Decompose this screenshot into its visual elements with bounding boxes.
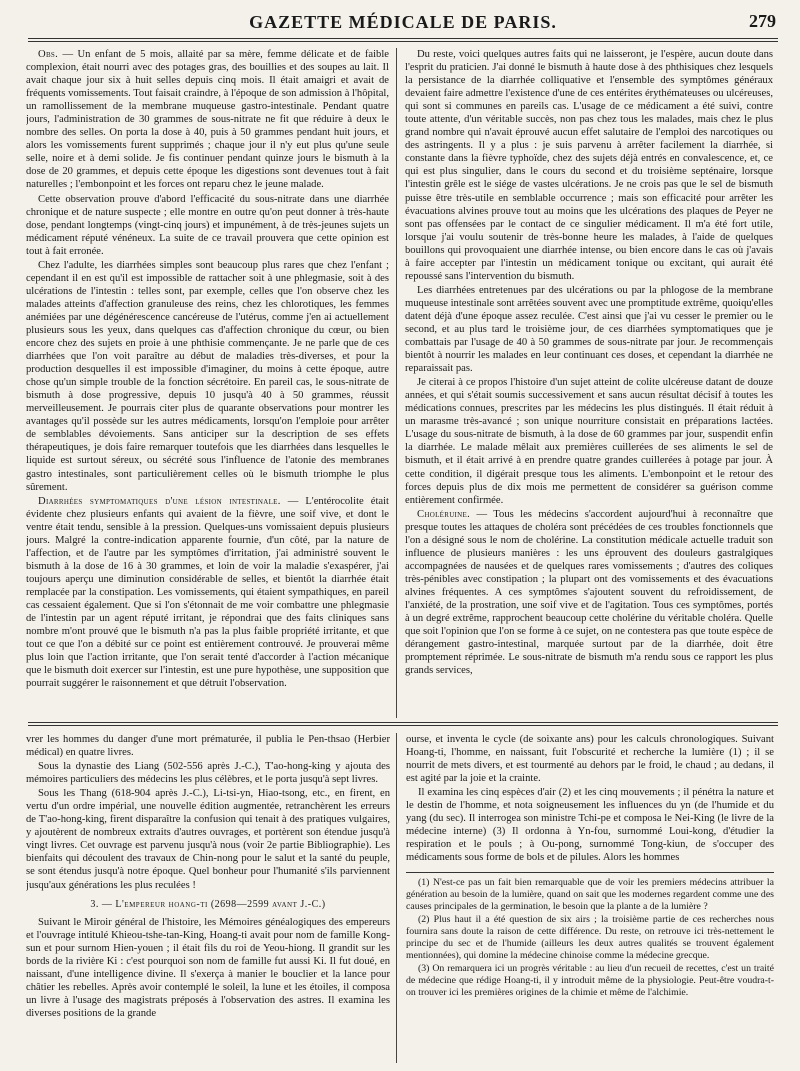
paragraph-symptomatic <box>26 495 389 691</box>
column-right-top <box>405 48 773 718</box>
paragraph: Sous la dynastie des Liang (502-556 après J.-C.), T'ao-hong-king y ajouta des mémoires particuliers des médecins les plus célèbres, et le porta jusqu'à sept livres. <box>26 761 390 786</box>
paragraph: ourse, et inventa le cycle (de soixante ans) pour les calculs chronologiques. Suivant Hoang-ti, l'homme, en naissant, fuit l'obscurité et recherche la lumière (1) ; il se nourrit de mets divers, et est tourmenté au dehors par le froid, le chaud ; au dedans, il est agité par la joie et la crainte. <box>406 734 774 785</box>
paragraph: Je citerai à ce propos l'histoire d'un sujet atteint de colite ulcéreuse datant de douze années, et qui s'était soumis successivement et sans aucun résultat décisif à toutes les médications connues, prescrites par les médecins les plus distingués. Il était réduit à un marasme très-avancé ; son unique nourriture consistait en préparations lactées. L'usage du sous-nitrate de bismuth, à la dose de 60 grammes par jour, suspendit enfin la diarrhée. Le malade mêlait aux premières cuillerées de ses aliments le sel de bismuth, et il était arrivé à en prendre quatre grandes cuillerées à potage par jour. À cette condition, il digérait presque tous les aliments. L'embonpoint et le retour des forces depuis plus de dix mois me permettent de considérer sa guérison comme entièrement confirmée. <box>405 377 773 506</box>
paragraph: Du reste, voici quelques autres faits qui ne laisseront, je l'espère, aucun doute dans l'esprit du praticien. J'ai donné le bismuth à haute dose à des phthisiques chez lesquels la persistance de la diarrhée colliquative et l'ensemble des symptômes généraux devaient faire admettre l'existence d'une de ces entérites érythémateuses ou ulcéreuses, qui sont si communes en pareils cas. L'usage de ce médicament a été suivi, contre toute attente, d'un véritable succès, non pas chez tous les malades, mais chez le plus grand nombre qui n'avait éprouvé aucun effet salutaire de l'emploi des narcotiques ou des astringents. Il y a plus : je suis parvenu à arrêter facilement la diarrhée, si constante dans la fièvre typhoïde, chez des sujets déjà entrés en convalescence, et, ce qui est plus singulier, dans le cours du second et du troisième septénaire, lorsque l'intestin grêle est le siége de vastes ulcérations. Je ne crois pas que le sel de bismuth puisse être très-utile en semblable occurrence ; mais son efficacité pour arrêter les évacuations alvines prouve tout au moins que les ulcérations des plaques de Peyer ne sont pas offensées par le contact de ce singulier médicament. Il m'a été fort utile, lorsque j'ai voulu soutenir de très-bonne heure les malades, à l'aide de quelques bouillons qui provoquaient une diarrhée intense, ou bien encore dans le cas où j'avais à faire accepter par l'intestin un médicament tonique ou excitant, qui aurait été repoussé sans l'intervention du bismuth. <box>405 49 773 282</box>
running-title: GAZETTE MÉDICALE DE PARIS. <box>249 12 557 32</box>
header-rule <box>28 38 778 39</box>
paragraph-cholerine <box>405 508 773 678</box>
section-title: 3. — L'empereur hoang-ti (2698—2599 avant J.-C.) <box>90 898 326 910</box>
observation-lead: Obs. <box>38 49 59 60</box>
footnote: (3) On remarquera ici un progrès véritable : au lieu d'un recueil de recettes, c'est un traité de médecine que rédige Hoang-ti, il y introduit même de la physiologie. Peut-être voudra-t-on trouver ici les premières origines de la chimie et même de l'alchimie. <box>406 963 774 999</box>
section-lead: Choléruine. <box>417 508 471 520</box>
column-right-bottom <box>406 733 774 1063</box>
page-number: 279 <box>749 11 776 31</box>
paragraph: Suivant le Miroir général de l'histoire, les Mémoires généalogiques des empereurs et l'ouvrage intitulé Khieou-tshe-tan-King, Hoang-ti avait pour nom de famille Kong-sun et pour surnom Hien-youen ; il était fils du roi de Yeou-hiong. Il grandit sur les bords de la rivière Ki : c'est pourquoi son nom de famille fut aussi Ki. Il fut doué, en naissant, d'une intelligence divine. Il s'exerça à manier le bouclier et la lance pour châtier les rebelles. Après avoir contemplé le soleil, la lune et les étoiles, il composa un livre à l'usage des magistrats préposés à l'observation des astres. Il examina les diverses positions de la grande <box>26 916 390 1019</box>
section-text: — Tous les médecins s'accordent aujourd'hui à reconnaître que presque toutes les attaques de choléra sont précédées de ces troubles fonctionnels que l'on a désigné sous le nom de cholérine. La constitution médicale actuelle traduit son influence de plusieurs manières : les uns éprouvent des douleurs gastralgiques accompagnées de nausées et de quelques rares vomissements ; d'autres des coliques très-pénibles avec constipation ; la plupart ont des vomissements et des évacuations alvines fréquentes. A ces symptômes s'ajoutent souvent du refroidissement, de l'anxiété, de la prostration, une soif vive et de l'agitation. Tous ces symptômes, portés à un degré extrême, rapprochent beaucoup cette cholérine du véritable choléra. Quelle que soit l'opinion que l'on se forme à ce sujet, on ne contestera pas que toute espèce de dérangement gastro-intestinal, marquée surtout par de la diarrhée, doit être promptement réprimée. Le sous-nitrate de bismuth m'a rendu sous ce rapport les plus grands services, <box>405 508 773 677</box>
paragraph: vrer les hommes du danger d'une mort prématurée, il publia le Pen-thsao (Herbier médical) en quatre livres. <box>26 734 390 759</box>
section-text: — L'entérocolite était évidente chez plusieurs enfants qui avaient de la fièvre, une soif vive, et dont le ventre était tendu, sensible à la pression. Quelques-uns vomissaient depuis plusieurs jours. Malgré la contre-indication apparente fournie, d'un côté, par la nature de l'affection, et de l'autre par les symptômes d'irritation, j'ai administré souvent le bismuth à la dose de 16 à 30 grammes, et loin de voir la maladie s'exaspérer, j'ai toujours aperçu une diminution considérable de selles, et bientôt la diarrhée était remplacée par la constipation. Les vomissements, qui étaient sympathiques, en pareil cas cessaient également. Que si l'on s'étonnait de me voir combattre une phlegmasie de l'intestin par un agent réputé irritant, je répondrai que des faits cliniques sans nombre m'ont prouvé que le bismuth n'a pas la plus faible propriété irritante, et que tout ce que l'on a débité sur ce point est entièrement controuvé. Je prouverai même plus loin que l'action irritante, que l'on serait tenté d'accorder à l'action mécanique que le bismuth doit exercer sur l'intestin, est une pure hypothèse, une supposition que pourrait suggérer le raisonnement et que détruit l'observation. <box>26 495 389 690</box>
footnote: (1) N'est-ce pas un fait bien remarquable que de voir les premiers médecins attribuer la génération au besoin de la lumière, quand on sait que les modernes regardent comme une des causes principales de la germination, le besoin que la plante a de la lumière ? <box>406 877 774 913</box>
paragraph: Il examina les cinq espèces d'air (2) et les cinq mouvements ; il pénétra la nature et le destin de l'homme, et nota soigneusement les influences du yn (de l'humide et du yang (du sec). Il interrogea son ministre Tchi-pe et composa le Nei-King (le livre de la médecine interne) (3) Il ordonna à Yn-fou, surnommé Loui-kong, d'étudier la respiration et le pouls ; à Ou-pong, surnommé Tong-kiun, de s'occuper des médicaments sous forme de bols et de pilules. Alors les hommes <box>406 787 774 864</box>
paragraph: Chez l'adulte, les diarrhées simples sont beaucoup plus rares que chez l'enfant ; cependant il en est qu'il est impossible de rattacher soit à une phlegmasie, soit à des ulcérations de l'intestin : telles sont, par exemple, celles que l'on observe chez les malades atteints d'affection granuleuse des reins, chez les chlorotiques, les femmes anémiées par une dégénérescence cancéreuse de l'utérus, comme j'en ai actuellement plusieurs sous les yeux, dans quelques cas d'affection chronique du cœur, ou bien encore chez des sujets en proie à une phthisie commençante. Je ne parle que de ces diarrhées que l'on voit paraître au début de maladies très-diverses, et pour la production desquelles il est impossible d'imaginer, du moins à cette époque, autre chose qu'un simple trouble de la fonction sécrétoire. En pareil cas, le sous-nitrate de bismuth à dose progressive, depuis 10 jusqu'à 40 à 50 grammes, réussit merveilleusement. Je pourrais citer plus de quarante observations pour montrer les avantages qu'il possède sur les autres médicaments, lorsqu'on l'emploie pour arrêter de semblables dévoiements. Sans anticiper sur la description de ses effets thérapeutiques, je dois faire remarquer toutefois que les diarrhées dans lesquelles le liquide est surtout séreux, ou sécrété sous l'influence de l'atonie des membranes gastro intestinales, sont particulièrement celles où le bismuth triomphe le plus sûrement. <box>26 259 389 493</box>
header-rule-double <box>28 41 778 42</box>
section-lead: Diarrhées symptomatiques d'une lésion intestinale. <box>38 495 281 507</box>
paragraph: Les diarrhées entretenues par des ulcérations ou par la phlogose de la membrane muqueuse intestinale sont arrêtées souvent avec une promptitude extrême, quoiqu'elles datent déjà d'une époque assez reculée. C'est ainsi que j'ai vu cesser le premier ou le second, et au plus tard le troisième jour, de ces diarrhées symptomatiques que je combattais par l'usage de 40 à 50 grammes de sous-nitrate par jour. Je recommençais bientôt à nourrir les malades en leur continuant ces doses, et cependant la diarrhée ne reparaissait pas. <box>405 284 773 375</box>
column-left-bottom <box>26 733 390 1063</box>
observation-text: — Un enfant de 5 mois, allaité par sa mère, femme délicate et de faible complexion, était nourri avec des potages gras, des bouillies et des soupes au lait. Il avait chaque jour six à huit selles depuis cinq mois. Il était amaigri et avait de fréquents vomissements. Tout faisait craindre, à l'époque de son admission à l'hôpital, un ramollissement de la membrane muqueuse gastro-intestinale. Pendant quatre jours, l'administration de 30 grammes de sous-nitrate ne fit que réduire à deux le nombre des selles. On porta la dose à 40, puis à 50 grammes pendant huit jours, et alors les vomissements furent supprimés ; chaque jour il n'y eut plus qu'une seule selle, noire et à demi solide. Je fis continuer pendant quinze jours le bismuth à la dose de 20 grammes, et depuis cette époque les digestions sont devenues tout à fait naturelles ; l'embonpoint et les forces ont reparu chez le jeune malade. <box>26 49 389 191</box>
column-divider-top <box>396 48 397 718</box>
footnote: (2) Plus haut il a été question de six airs ; la troisième partie de ces recherches nous fournira sans doute la raison de cette différence. Du reste, on retrouve ici très-nettement le principe du sec et de l'humide (ailleurs les deux autres qualités se trouvent également mentionnées), qui domine la médecine chinoise comme la médecine grecque. <box>406 914 774 962</box>
feuilleton-rule <box>28 722 778 723</box>
paragraph-observation <box>26 48 389 192</box>
footnotes <box>406 877 774 999</box>
paragraph: Cette observation prouve d'abord l'efficacité du sous-nitrate dans une diarrhée chronique et de nature suspecte ; elle montre en outre qu'on peut donner à très-haute dose, pendant longtemps (vingt-cinq jours) et impunément, à de très-jeunes sujets un médicament réputé vénéneux. La suite de ce travail prouvera que cette opinion est tout à fait erronée. <box>26 193 389 257</box>
column-left-top <box>26 48 389 718</box>
column-divider-bottom <box>396 733 397 1063</box>
feuilleton-rule-double <box>28 725 778 726</box>
page-header <box>28 10 778 36</box>
paragraph: Sous les Thang (618-904 après J.-C.), Li-tsi-yn, Hiao-tsong, etc., en firent, en vertu d'un ordre impérial, une nouvelle édition augmentée, retranchèrent les erreurs de T'ao-hong-king, firent disparaître la confusion qui tenait à des pratiques vulgaires, y ajoutèrent de nombreux extraits d'autres ouvrages, et portèrent son étendue jusqu'à vingt livres. Cet ouvrage est parvenu jusqu'à nous (voir 2e partie Bibliographie). Les bienfaits qui découlent des travaux de Chin-nong pour le salut et la santé du peuple, se sont étendus jusqu'à notre époque. Quel bonheur pour l'humanité s'ils parviennent jusqu'aux générations les plus reculées ! <box>26 788 390 891</box>
footnote-rule <box>406 872 774 873</box>
